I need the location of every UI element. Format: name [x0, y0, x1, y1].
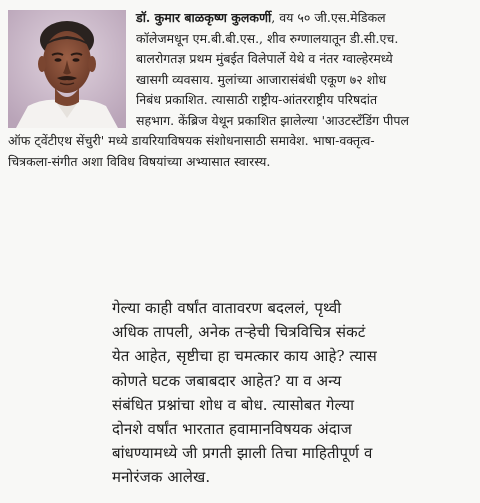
author-bio-line: सहभाग. केंब्रिज येथून प्रकाशित झालेल्या 'आउटस्टँडिंग पीपल: [136, 112, 409, 128]
author-bio-line: बालरोगतज्ञ प्रथम मुंबईत विलेपार्ले येथे व नंतर ग्वाल्हेरमध्ये: [136, 51, 393, 66]
author-bio-line: ऑफ ट्वेंटीएथ सेंचुरी' मध्ये डायरियाविषयक संशोधनासाठी समावेश. भाषा-वक्तृत्व-: [8, 133, 375, 148]
author-bio-right: [136, 8, 476, 131]
author-bio-first-segment: , वय ५० जी.एस.मेडिकल: [271, 10, 386, 25]
author-photo: [8, 10, 126, 128]
blurb-line: संबंधित प्रश्नांचा शोध व बोध. त्यासोबत गेल्या: [112, 395, 355, 414]
author-bio-line: चित्रकला-संगीत अशा विविध विषयांच्या अभ्यासात स्वारस्य.: [8, 153, 271, 169]
blurb-line: गेल्या काही वर्षांत वातावरण बदललं, पृथ्वी: [112, 299, 342, 317]
author-name: डॉ. कुमार बाळकृष्ण कुलकर्णी: [136, 10, 272, 25]
blurb-line: कोणते घटक जबाबदार आहेत? या व अन्य: [112, 371, 342, 390]
blurb-line: दोनशे वर्षांत भारतात हवामानविषयक अंदाज: [112, 420, 352, 439]
author-bio-line: कॉलेजमधून एम.बी.बी.एस., शीव रुग्णालयातून डी.सी.एच.: [136, 30, 399, 46]
author-bio-line: खासगी व्यवसाय. मुलांच्या आजारासंबंधी एकूण ७२ शोध: [136, 71, 387, 87]
blurb-line: बांधण्यामध्ये जी प्रगती झाली तिचा माहितीपूर्ण व: [112, 444, 373, 463]
blurb-line: येत आहेत, सृष्टीचा हा चमत्कार काय आहे? त्यास: [112, 347, 377, 366]
blurb-line: मनोरंजक आलेख.: [112, 468, 211, 487]
author-portrait-image: [8, 10, 126, 128]
blurb-line: अधिक तापली, अनेक तऱ्हेची चित्रविचित्र संकटं: [112, 323, 366, 342]
author-bio-line: निबंध प्रकाशित. त्यासाठी राष्ट्रीय-आंतरराष्ट्रीय परिषदांत: [136, 92, 378, 107]
author-bio-continued: [8, 131, 476, 172]
book-blurb: [112, 296, 464, 490]
author-bio-first-line: [136, 8, 476, 29]
